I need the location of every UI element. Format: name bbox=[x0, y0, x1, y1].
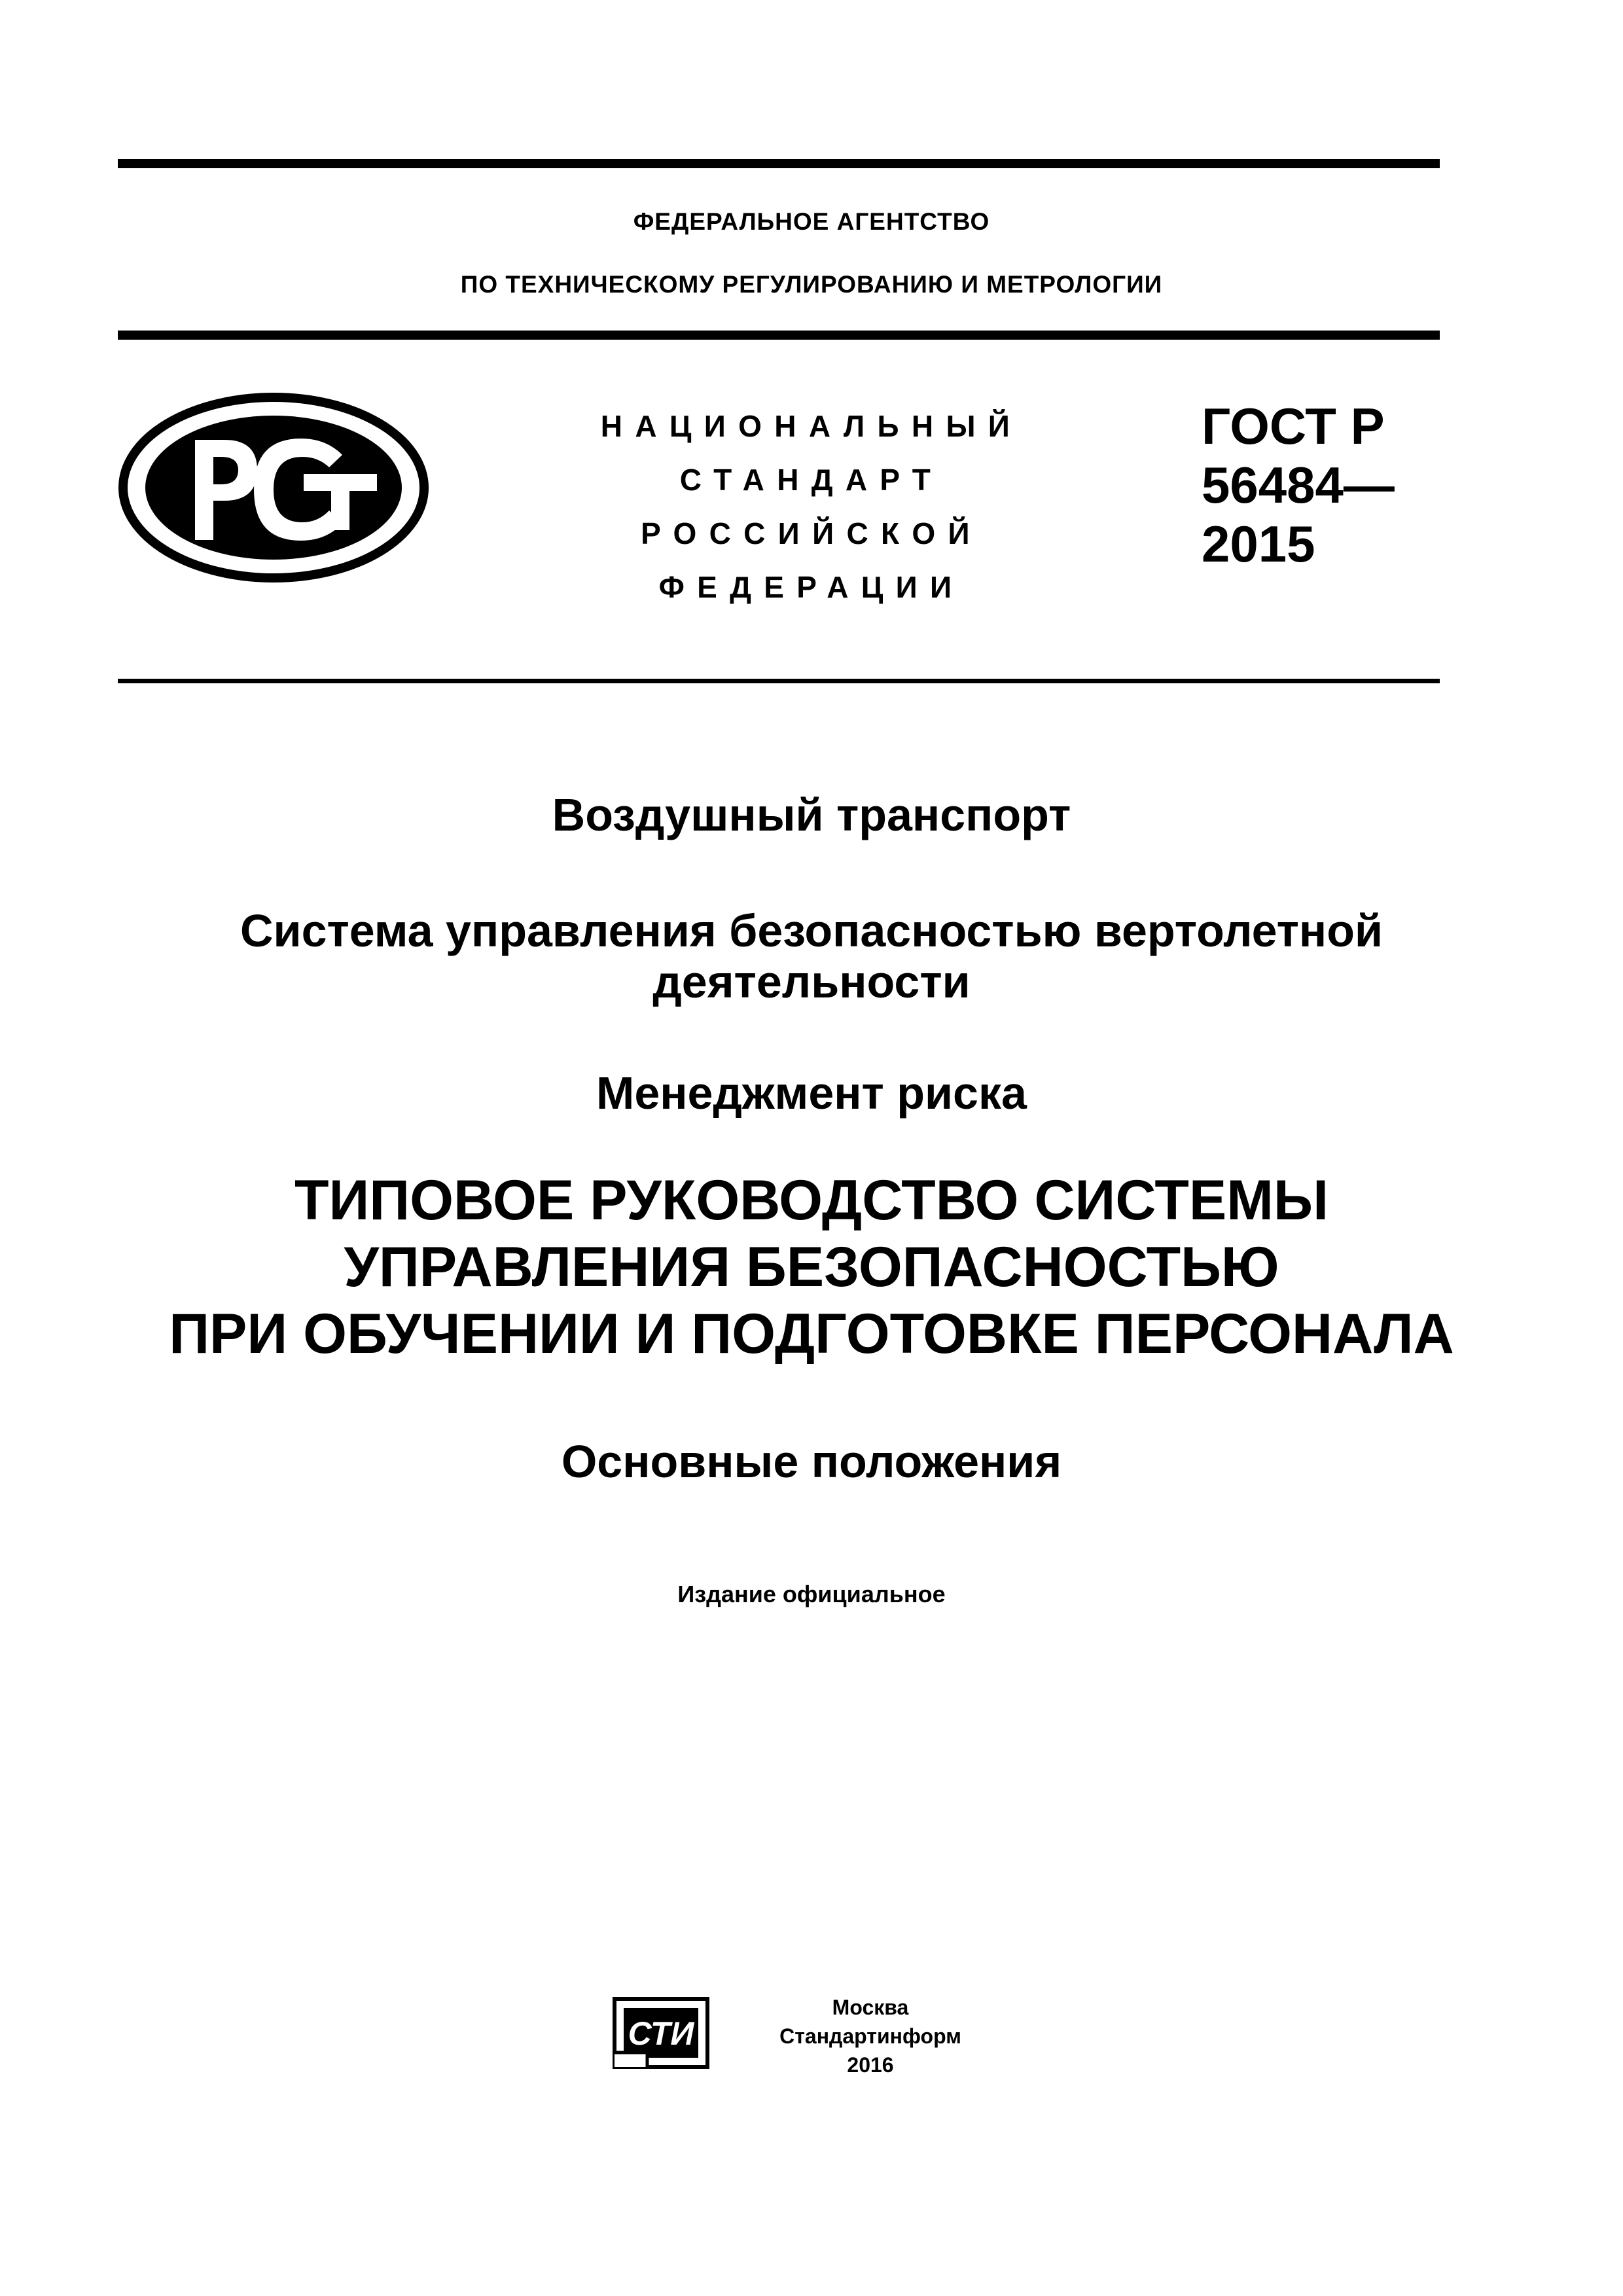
gost-line-2: 56484— bbox=[1202, 456, 1395, 514]
national-standard-label bbox=[543, 399, 1080, 614]
title-domain: Воздушный транспорт bbox=[552, 789, 1071, 840]
gost-line-1: ГОСТ Р bbox=[1202, 397, 1385, 455]
top-rule-2 bbox=[118, 331, 1440, 340]
rst-logo-icon bbox=[116, 393, 431, 586]
standartinform-logo-icon bbox=[612, 1996, 710, 2073]
svg-text:СТИ: СТИ bbox=[628, 2015, 694, 2052]
title-system-line-2: деятельности bbox=[652, 956, 971, 1007]
title-part: Основные положения bbox=[561, 1436, 1062, 1487]
agency-line-1: ФЕДЕРАЛЬНОЕ АГЕНТСТВО bbox=[633, 208, 990, 235]
national-line-3: РОССИЙСКОЙ bbox=[641, 516, 982, 550]
publisher-city: Москва bbox=[832, 1996, 909, 2019]
title-system-line-1: Система управления безопасностью вертолетной bbox=[240, 905, 1383, 956]
agency-line-2: ПО ТЕХНИЧЕСКОМУ РЕГУЛИРОВАНИЮ И МЕТРОЛОГИИ bbox=[460, 271, 1163, 298]
title-main-line-3: ПРИ ОБУЧЕНИИ И ПОДГОТОВКЕ ПЕРСОНАЛА bbox=[169, 1302, 1454, 1365]
national-line-1: НАЦИОНАЛЬНЫЙ bbox=[600, 409, 1023, 443]
national-line-2: СТАНДАРТ bbox=[679, 463, 944, 497]
gost-designation bbox=[1202, 397, 1395, 573]
national-line-4: ФЕДЕРАЦИИ bbox=[658, 570, 965, 604]
publisher-year: 2016 bbox=[847, 2053, 894, 2077]
title-main-line-1: ТИПОВОЕ РУКОВОДСТВО СИСТЕМЫ bbox=[294, 1169, 1329, 1232]
title-system bbox=[0, 905, 1623, 1007]
gost-line-3: 2015 bbox=[1202, 515, 1315, 573]
mid-rule bbox=[118, 679, 1440, 683]
publisher-block bbox=[766, 1993, 975, 2079]
title-main-line-2: УПРАВЛЕНИЯ БЕЗОПАСНОСТЬЮ bbox=[344, 1236, 1279, 1299]
edition-note: Издание официальное bbox=[677, 1581, 946, 1607]
publisher-name: Стандартинформ bbox=[779, 2024, 961, 2048]
top-rule-1 bbox=[118, 159, 1440, 168]
title-subject: Менеджмент риска bbox=[596, 1067, 1027, 1119]
title-main bbox=[0, 1167, 1623, 1367]
